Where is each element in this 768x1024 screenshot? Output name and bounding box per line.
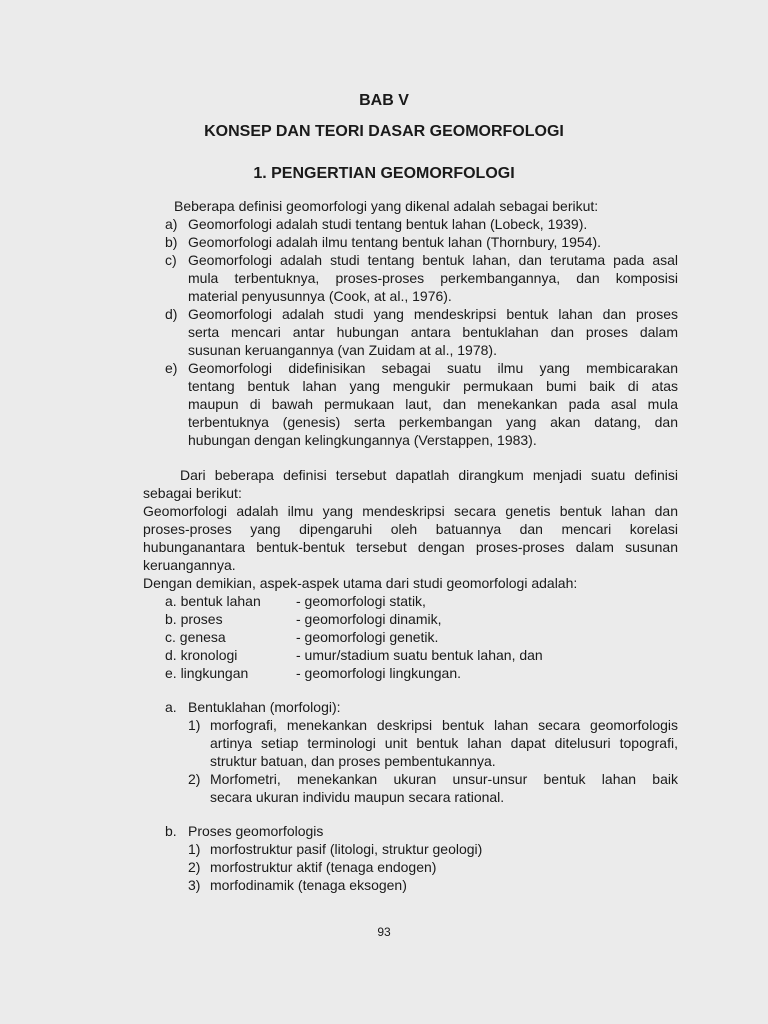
definition-line: mula terbentuknya, proses-proses perkembangannya, dan komposisi [188,270,678,286]
subsection-title: Bentuklahan (morfologi): [188,699,341,715]
aspect-term: d. kronologi [165,647,238,663]
definition-label: a) [165,216,178,232]
chapter-heading: BAB V [359,92,409,109]
aspect-term: e. lingkungan [165,665,249,681]
summary-line: Geomorfologi adalah ilmu yang mendeskripsi secara genetis bentuk lahan dan [143,503,678,519]
item-label: 1) [188,717,201,733]
aspect-desc: - umur/stadium suatu bentuk lahan, dan [296,647,543,663]
aspect-desc: - geomorfologi dinamik, [296,611,442,627]
definition-label: b) [165,234,178,250]
definition-line: maupun di bawah permukaan laut, dan menekankan pada asal mula [188,396,678,412]
summary-line: sebagai berikut: [143,485,242,501]
definition-line: material penyusunnya (Cook, at al., 1976). [188,288,452,304]
definition-line: Geomorfologi adalah studi tentang bentuk lahan (Lobeck, 1939). [188,216,588,232]
definition-line: Geomorfologi adalah studi yang mendeskripsi bentuk lahan dan proses [188,306,678,322]
item-label: 2) [188,771,201,787]
item-label: 1) [188,841,201,857]
summary-line: proses-proses yang dipengaruhi oleh batuannya dan mencari korelasi [143,521,678,537]
subsection-label: b. [165,823,177,839]
item-line: Morfometri, menekankan ukuran unsur-unsur bentuk lahan baik [210,771,678,787]
item-line: morfografi, menekankan deskripsi bentuk lahan secara geomorfologis [210,717,678,733]
definition-line: Geomorfologi adalah ilmu tentang bentuk lahan (Thornbury, 1954). [188,234,601,250]
definition-line: Geomorfologi adalah studi tentang bentuk lahan, dan terutama pada asal [188,252,678,268]
subsection-label: a. [165,699,177,715]
summary-line: Dari beberapa definisi tersebut dapatlah dirangkum menjadi suatu definisi [180,467,678,483]
definition-line: tentang bentuk lahan yang mengukir permukaan bumi baik di atas [188,378,678,394]
definition-line: serta mencari antar hubungan antara bentuklahan dan proses dalam [188,324,678,340]
definition-line: hubungan dengan kelingkungannya (Verstappen, 1983). [188,432,537,448]
item-label: 2) [188,859,201,875]
section-title: 1. PENGERTIAN GEOMORFOLOGI [253,165,515,182]
chapter-title: KONSEP DAN TEORI DASAR GEOMORFOLOGI [204,123,564,140]
aspect-term: b. proses [165,611,223,627]
item-line: artinya setiap terminologi unit bentuk lahan dapat ditelusuri topografi, [210,735,678,751]
definition-line: susunan keruangannya (van Zuidam at al., 1978). [188,342,497,358]
aspect-term: a. bentuk lahan [165,593,261,609]
summary-line: hubunganantara bentuk-bentuk tersebut dengan proses-proses dalam susunan [143,539,678,555]
item-line: morfodinamik (tenaga eksogen) [210,877,407,893]
aspect-desc: - geomorfologi genetik. [296,629,439,645]
item-line: struktur batuan, dan proses pembentukannya. [210,753,496,769]
definition-line: terbentuknya (genesis) serta perkembangan yang akan datang, dan [188,414,678,430]
aspect-term: c. genesa [165,629,226,645]
item-line: secara ukuran individu maupun secara rational. [210,789,505,805]
subsection-title: Proses geomorfologis [188,823,324,839]
item-label: 3) [188,877,201,893]
item-line: morfostruktur aktif (tenaga endogen) [210,859,437,875]
definition-label: d) [165,306,178,322]
definition-line: Geomorfologi didefinisikan sebagai suatu ilmu yang membicarakan [188,360,678,376]
summary-line: keruangannya. [143,557,236,573]
aspect-desc: - geomorfologi lingkungan. [296,665,461,681]
intro-text: Beberapa definisi geomorfologi yang dikenal adalah sebagai berikut: [174,198,599,214]
definition-label: e) [165,360,178,376]
aspect-desc: - geomorfologi statik, [296,593,426,609]
page-number: 93 [377,925,391,939]
item-line: morfostruktur pasif (litologi, struktur geologi) [210,841,483,857]
summary-line: Dengan demikian, aspek-aspek utama dari studi geomorfologi adalah: [143,575,578,591]
definition-label: c) [165,252,177,268]
